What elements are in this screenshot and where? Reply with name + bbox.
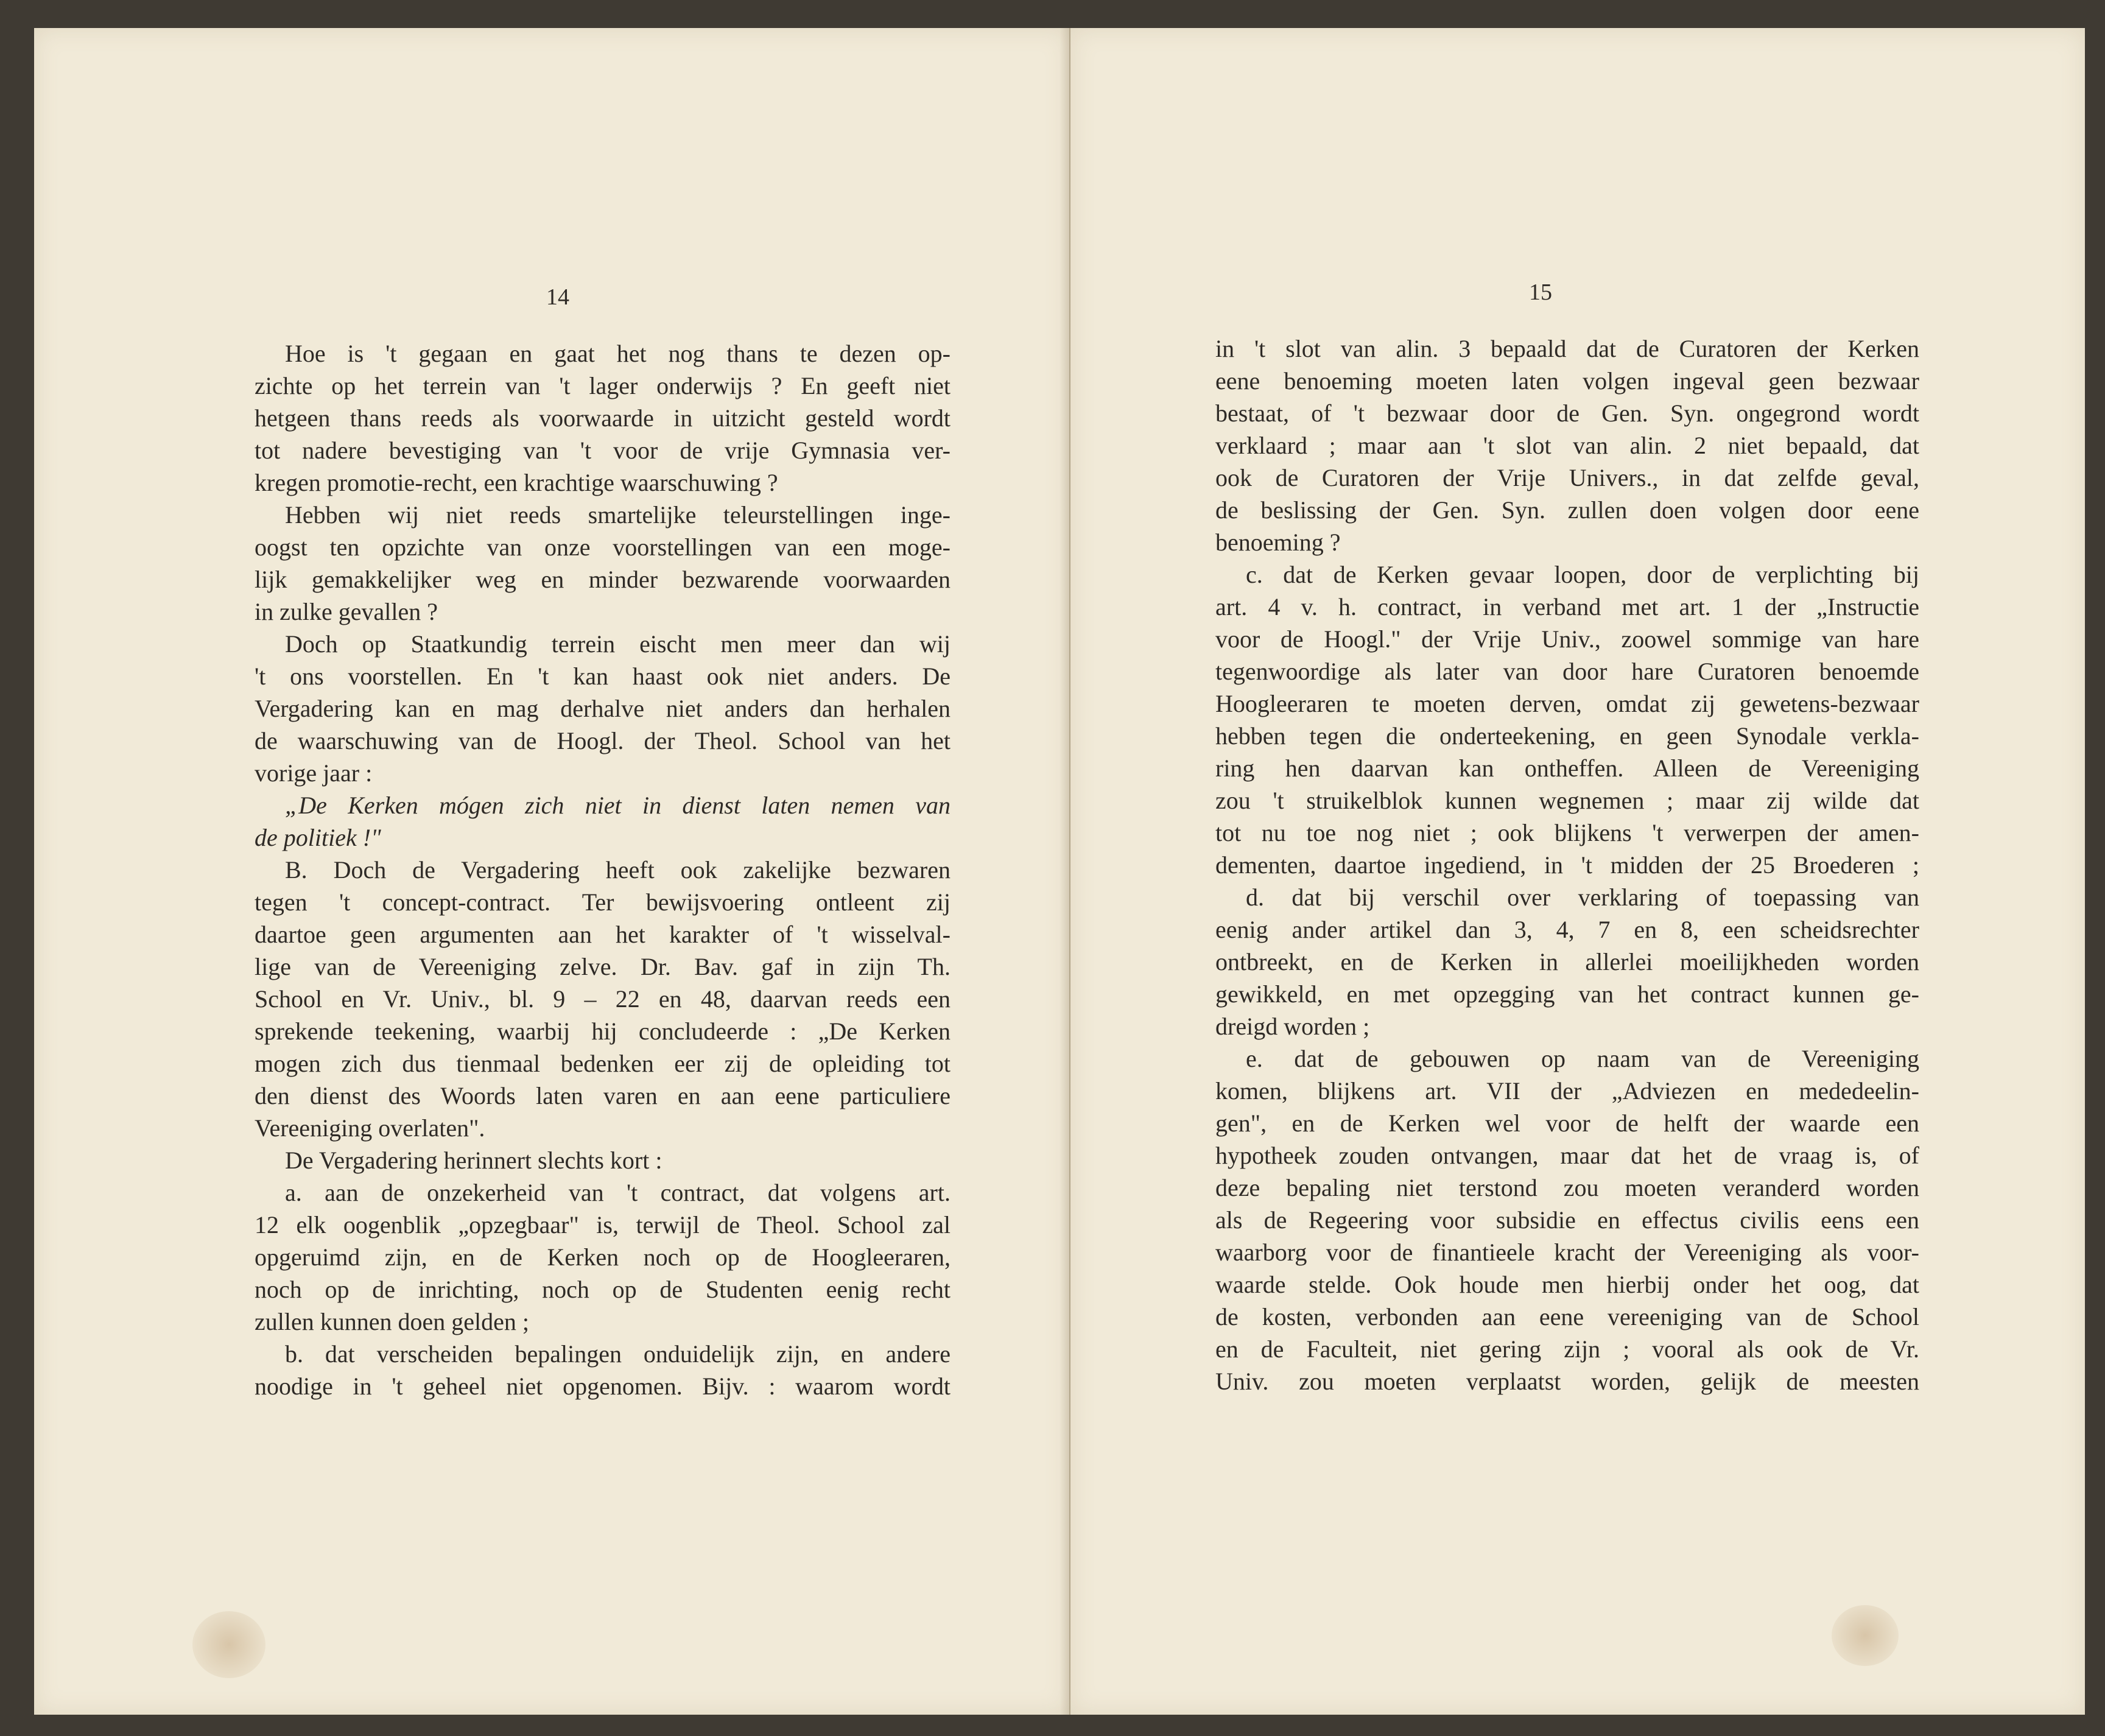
text-line: De Vergadering herinnert slechts kort : bbox=[285, 1147, 662, 1174]
text-line: den dienst des Woords laten varen en aan eene particuliere bbox=[255, 1082, 951, 1109]
text-line: sprekende teekening, waarbij hij concludeerde : „De Kerken bbox=[255, 1017, 951, 1045]
text-line: ring hen daarvan kan ontheffen. Alleen de Vereeniging bbox=[1215, 754, 1919, 782]
text-line: tot nadere bevestiging van 't voor de vrije Gymnasia ver- bbox=[255, 437, 951, 464]
text-line: Vereeniging overlaten". bbox=[255, 1114, 485, 1142]
text-line: waarde stelde. Ook houde men hierbij onder het oog, dat bbox=[1215, 1271, 1919, 1298]
text-line: b. dat verscheiden bepalingen onduidelijk zijn, en andere bbox=[285, 1340, 951, 1368]
text-line: deze bepaling niet terstond zou moeten veranderd worden bbox=[1215, 1174, 1919, 1201]
text-line: dreigd worden ; bbox=[1215, 1013, 1370, 1040]
text-line: lige van de Vereeniging zelve. Dr. Bav. gaf in zijn Th. bbox=[255, 953, 951, 980]
text-line: hebben tegen die onderteekening, en geen Synodale verkla- bbox=[1215, 722, 1919, 750]
text-line: vorige jaar : bbox=[255, 759, 373, 787]
text-line: Hoe is 't gegaan en gaat het nog thans te dezen op- bbox=[285, 340, 951, 367]
text-line: Hoogleeraren te moeten derven, omdat zij gewetens-bezwaar bbox=[1215, 690, 1919, 717]
text-line: gen", en de Kerken wel voor de helft der waarde een bbox=[1215, 1109, 1919, 1137]
text-line: d. dat bij verschil over verklaring of toepassing van bbox=[1246, 884, 1919, 911]
text-line: hetgeen thans reeds als voorwaarde in uitzicht gesteld wordt bbox=[255, 404, 951, 432]
text-line: in zulke gevallen ? bbox=[255, 598, 438, 625]
text-line: de waarschuwing van de Hoogl. der Theol. School van het bbox=[255, 727, 951, 754]
text-line: 't ons voorstellen. En 't kan haast ook niet anders. De bbox=[255, 662, 951, 690]
left-page bbox=[34, 28, 1070, 1715]
text-line: Hebben wij niet reeds smartelijke teleurstellingen inge- bbox=[285, 501, 951, 529]
text-line: en de Faculteit, niet gering zijn ; vooral als ook de Vr. bbox=[1215, 1335, 1919, 1363]
text-line: hypotheek zouden ontvangen, maar dat het de vraag is, of bbox=[1215, 1142, 1919, 1169]
text-line: ontbreekt, en de Kerken in allerlei moeilijkheden worden bbox=[1215, 948, 1919, 975]
text-line: waarborg voor de finantieele kracht der Vereeniging als voor- bbox=[1215, 1239, 1919, 1266]
text-line: zou 't struikelblok kunnen wegnemen ; maar zij wilde dat bbox=[1215, 787, 1919, 814]
paper-stain bbox=[192, 1611, 265, 1678]
text-line: verklaard ; maar aan 't slot van alin. 2 niet bepaald, dat bbox=[1215, 432, 1919, 459]
text-line: Univ. zou moeten verplaatst worden, gelijk de meesten bbox=[1215, 1368, 1919, 1395]
text-line: tegenwoordige als later van door hare Curatoren benoemde bbox=[1215, 658, 1919, 685]
text-line: lijk gemakkelijker weg en minder bezwarende voorwaarden bbox=[255, 566, 951, 593]
text-line: School en Vr. Univ., bl. 9 – 22 en 48, daarvan reeds een bbox=[255, 985, 951, 1013]
text-line: e. dat de gebouwen op naam van de Vereeniging bbox=[1246, 1045, 1919, 1072]
text-line: de beslissing der Gen. Syn. zullen doen volgen door eene bbox=[1215, 496, 1919, 524]
text-line: B. Doch de Vergadering heeft ook zakelijke bezwaren bbox=[285, 856, 951, 884]
page-body bbox=[255, 337, 951, 1402]
text-line: „De Kerken mógen zich niet in dienst laten nemen van bbox=[285, 792, 951, 819]
text-line: gewikkeld, en met opzegging van het contract kunnen ge- bbox=[1215, 980, 1919, 1008]
text-line: voor de Hoogl." der Vrije Univ., zoowel sommige van hare bbox=[1215, 625, 1919, 653]
text-line: eene benoeming moeten laten volgen ingeval geen bezwaar bbox=[1215, 367, 1919, 395]
page-number: 15 bbox=[1529, 279, 1552, 305]
text-line: in 't slot van alin. 3 bepaald dat de Curatoren der Kerken bbox=[1215, 335, 1919, 362]
text-line: zichte op het terrein van 't lager onderwijs ? En geeft niet bbox=[255, 372, 951, 399]
page-number: 14 bbox=[546, 284, 569, 310]
right-page bbox=[1070, 28, 2085, 1715]
text-line: art. 4 v. h. contract, in verband met art. 1 der „Instructie bbox=[1215, 593, 1919, 620]
paper-stain bbox=[1832, 1605, 1899, 1666]
text-line: zullen kunnen doen gelden ; bbox=[255, 1308, 529, 1335]
text-line: bestaat, of 't bezwaar door de Gen. Syn. ongegrond wordt bbox=[1215, 399, 1919, 427]
text-line: Doch op Staatkundig terrein eischt men meer dan wij bbox=[285, 630, 951, 658]
text-line: als de Regeering voor subsidie en effectus civilis eens een bbox=[1215, 1206, 1919, 1234]
text-line: benoeming ? bbox=[1215, 529, 1341, 556]
text-line: komen, blijkens art. VII der „Adviezen en mededeelin- bbox=[1215, 1077, 1919, 1105]
text-line: tegen 't concept-contract. Ter bewijsvoering ontleent zij bbox=[255, 888, 951, 916]
text-line: eenig ander artikel dan 3, 4, 7 en 8, een scheidsrechter bbox=[1215, 916, 1919, 943]
text-line: tot nu toe nog niet ; ook blijkens 't verwerpen der amen- bbox=[1215, 819, 1919, 846]
text-line: ook de Curatoren der Vrije Univers., in dat zelfde geval, bbox=[1215, 464, 1919, 491]
text-line: daartoe geen argumenten aan het karakter of 't wisselval- bbox=[255, 921, 951, 948]
text-line: dementen, daartoe ingediend, in 't midden der 25 Broederen ; bbox=[1215, 851, 1919, 879]
text-line: opgeruimd zijn, en de Kerken noch op de Hoogleeraren, bbox=[255, 1243, 951, 1271]
text-line: mogen zich dus tienmaal bedenken eer zij de opleiding tot bbox=[255, 1050, 951, 1077]
text-line: 12 elk oogenblik „opzegbaar" is, terwijl de Theol. School zal bbox=[255, 1211, 951, 1239]
text-line: noodige in 't geheel niet opgenomen. Bijv. : waarom wordt bbox=[255, 1372, 951, 1400]
text-line: de politiek !" bbox=[255, 824, 381, 851]
text-line: oogst ten opzichte van onze voorstellingen van een moge- bbox=[255, 533, 951, 561]
page-body bbox=[1215, 332, 1919, 1397]
text-line: c. dat de Kerken gevaar loopen, door de verplichting bij bbox=[1246, 561, 1919, 588]
text-line: de kosten, verbonden aan eene vereeniging van de School bbox=[1215, 1303, 1919, 1330]
text-line: noch op de inrichting, noch op de Studenten eenig recht bbox=[255, 1276, 951, 1303]
text-line: a. aan de onzekerheid van 't contract, dat volgens art. bbox=[285, 1179, 951, 1206]
text-line: Vergadering kan en mag derhalve niet anders dan herhalen bbox=[255, 695, 951, 722]
text-line: kregen promotie-recht, een krachtige waarschuwing ? bbox=[255, 469, 778, 496]
